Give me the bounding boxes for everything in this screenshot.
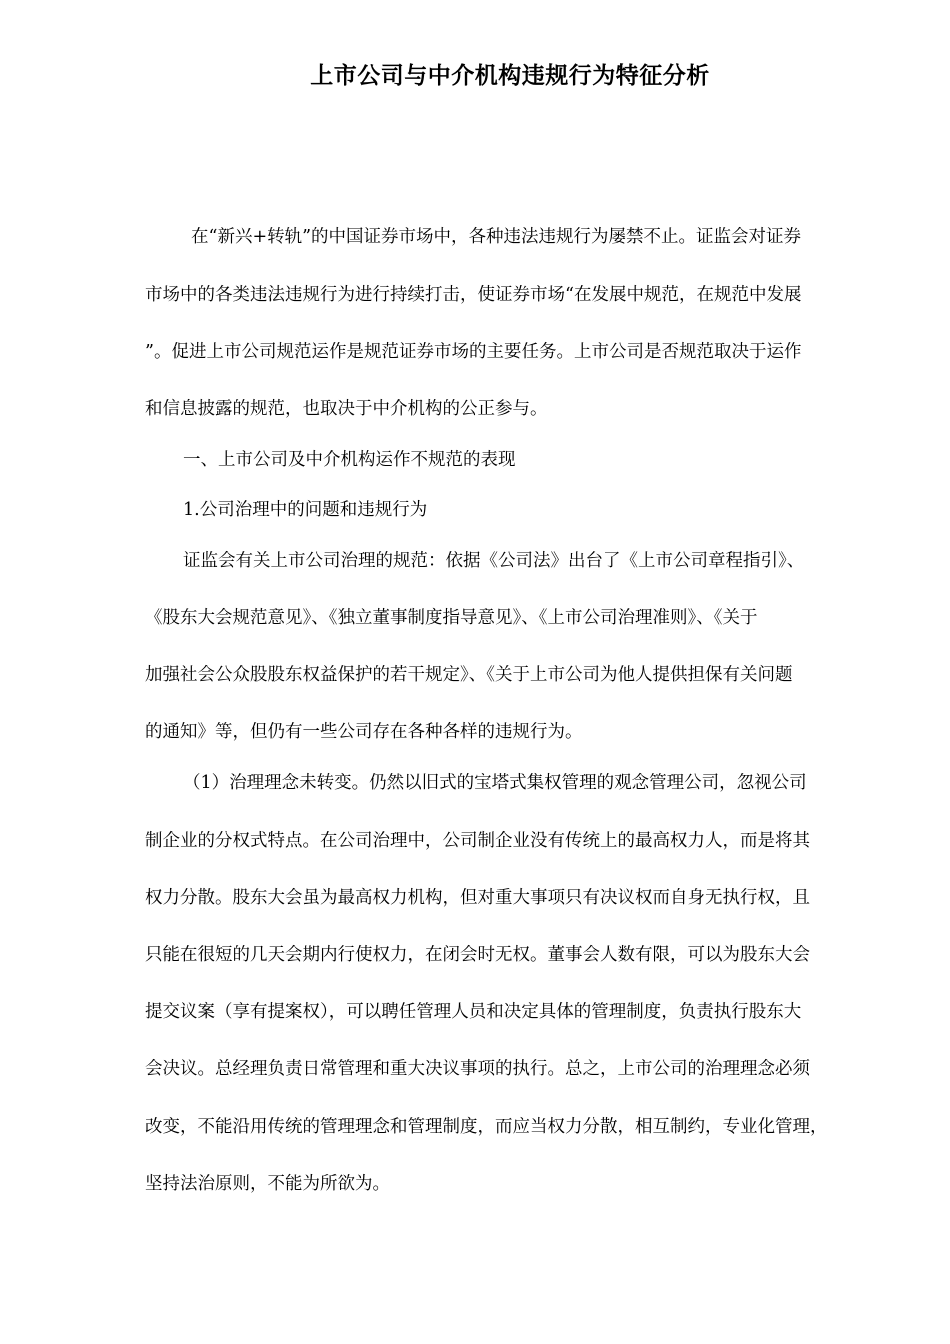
- paragraph-line: 改变，不能沿用传统的管理理念和管理制度，而应当权力分散，相互制约，专业化管理，: [145, 1117, 828, 1137]
- paragraph-line: 坚持法治原则，不能为所欲为。: [145, 1174, 390, 1194]
- paragraph-line: 提交议案（享有提案权），可以聘任管理人员和决定具体的管理制度，负责执行股东大: [145, 1002, 802, 1022]
- paragraph-line: 制企业的分权式特点。在公司治理中，公司制企业没有传统上的最高权力人，而是将其: [145, 831, 810, 851]
- paragraph-line: （1）治理理念未转变。仍然以旧式的宝塔式集权管理的观念管理公司，忽视公司: [183, 773, 807, 793]
- paragraph-line: 《股东大会规范意见》、《独立董事制度指导意见》、《上市公司治理准则》、《关于: [145, 608, 758, 628]
- subsection-heading: 1.公司治理中的问题和违规行为: [183, 500, 428, 520]
- paragraph-line: 证监会有关上市公司治理的规范：依据《公司法》出台了《上市公司章程指引》、: [183, 551, 805, 571]
- paragraph-line: 和信息披露的规范，也取决于中介机构的公正参与。: [145, 399, 548, 419]
- paragraph-line: ”。促进上市公司规范运作是规范证券市场的主要任务。上市公司是否规范取决于运作: [145, 342, 802, 362]
- paragraph-line: 加强社会公众股股东权益保护的若干规定》、《关于上市公司为他人提供担保有关问题: [145, 665, 793, 685]
- paragraph-line: 市场中的各类违法违规行为进行持续打击，使证券市场“在发展中规范，在规范中发展: [145, 285, 802, 305]
- paragraph-line: 在“新兴+转轨”的中国证券市场中，各种违法违规行为屡禁不止。证监会对证券: [191, 227, 802, 247]
- paragraph-line: 的通知》等，但仍有一些公司存在各种各样的违规行为。: [145, 722, 583, 742]
- paragraph-line: 只能在很短的几天会期内行使权力，在闭会时无权。董事会人数有限，可以为股东大会: [145, 945, 810, 965]
- section-heading: 一、上市公司及中介机构运作不规范的表现: [183, 450, 516, 470]
- document-title: 上市公司与中介机构违规行为特征分析: [310, 63, 710, 89]
- paragraph-line: 权力分散。股东大会虽为最高权力机构，但对重大事项只有决议权而自身无执行权，且: [145, 888, 810, 908]
- paragraph-line: 会决议。总经理负责日常管理和重大决议事项的执行。总之，上市公司的治理理念必须: [145, 1059, 810, 1079]
